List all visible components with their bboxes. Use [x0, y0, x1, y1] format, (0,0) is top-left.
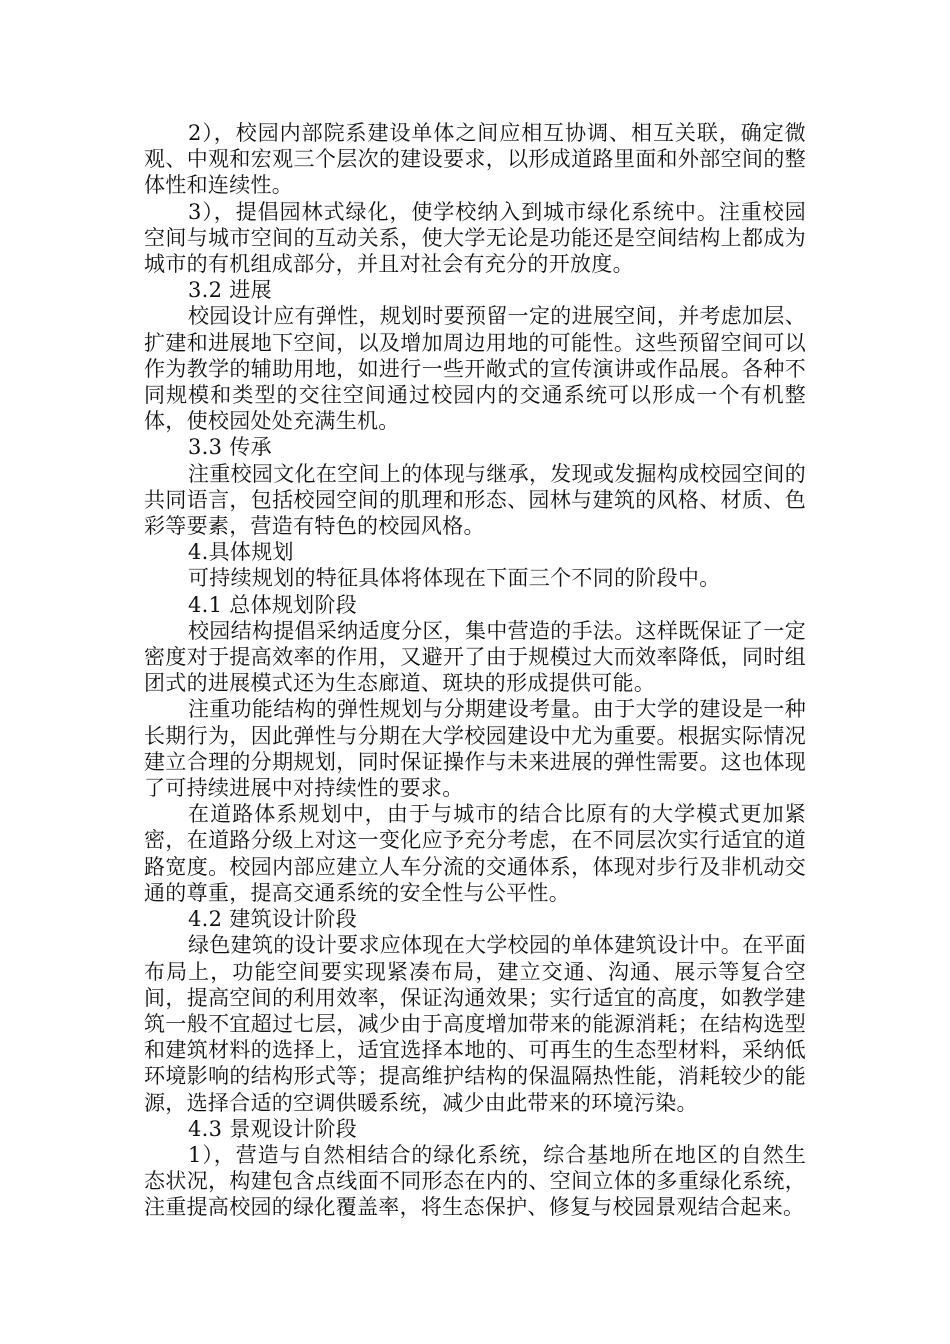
paragraph-landscape-greening: 1），营造与自然相结合的绿化系统，综合基地所在地区的自然生态状况，构建包含点线面不同形态在内的、空间立体的多重绿化系统，注重提高校园的绿化覆盖率，将生态保护、修复与校园景观结合起来。	[144, 1142, 806, 1220]
section-heading-4-2: 4.2 建筑设计阶段	[188, 907, 358, 932]
paragraph-road-system: 在道路体系规划中，由于与城市的结合比原有的大学模式更加紧密，在道路分级上对这一变化应予充分考虑，在不同层次实行适宜的道路宽度。校园内部应建立人车分流的交通体系，体现对步行及非机动交通的尊重，提高交通系统的安全性与公平性。	[144, 802, 806, 905]
paragraph-phased-planning: 注重功能结构的弹性规划与分期建设考量。由于大学的建设是一种长期行为，因此弹性与分期在大学校园建设中尤为重要。根据实际情况建立合理的分期规划，同时保证操作与未来进展的弹性需要。这也体现了可持续进展中对持续性的要求。	[144, 697, 806, 801]
section-heading-4-3: 4.3 景观设计阶段	[188, 1116, 358, 1141]
section-heading-3-3: 3.3 传承	[188, 435, 272, 460]
paragraph-garden-greening: 3），提倡园林式绿化，使学校纳入到城市绿化系统中。注重校园空间与城市空间的互动关系，使大学无论是功能还是空间结构上都成为城市的有机组成部分，并且对社会有充分的开放度。	[144, 199, 806, 277]
document-page	[144, 120, 806, 1221]
paragraph-campus-coordination: 2），校园内部院系建设单体之间应相互协调、相互关联，确定微观、中观和宏观三个层次的建设要求，以形成道路里面和外部空间的整体性和连续性。	[144, 121, 806, 198]
paragraph-green-building: 绿色建筑的设计要求应体现在大学校园的单体建筑设计中。在平面布局上，功能空间要实现紧凑布局，建立交通、沟通、展示等复合空间，提高空间的利用效率，保证沟通效果；实行适宜的高度，如教学建筑一般不宜超过七层，减少由于高度增加带来的能源消耗；在结构选型和建筑材料的选择上，适宜选择本地的、可再生的生态型材料，采纳低环境影响的结构形式等；提高维护结构的保温隔热性能，消耗较少的能源，选择合适的空调供暖系统，减少由此带来的环境污染。	[144, 933, 806, 1115]
section-heading-4: 4.具体规划	[188, 540, 294, 565]
paragraph-zoning: 校园结构提倡采纳适度分区，集中营造的手法。这样既保证了一定密度对于提高效率的作用，又避开了由于规模过大而效率降低，同时组团式的进展模式还为生态廊道、斑块的形成提供可能。	[144, 618, 806, 696]
paragraph-flexible-design: 校园设计应有弹性，规划时要预留一定的进展空间，并考虑加层、扩建和进展地下空间，以及增加周边用地的可能性。这些预留空间可以作为教学的辅助用地，如进行一些开敞式的宣传演讲或作品展。各种不同规模和类型的交往空间通过校园内的交通系统可以形成一个有机整体，使校园处处充满生机。	[144, 304, 806, 434]
section-heading-4-1: 4.1 总体规划阶段	[188, 592, 358, 617]
section-heading-3-2: 3.2 进展	[188, 278, 272, 303]
paragraph-three-stages: 可持续规划的特征具体将体现在下面三个不同的阶段中。	[188, 566, 721, 591]
paragraph-campus-culture: 注重校园文化在空间上的体现与继承，发现或发掘构成校园空间的共同语言，包括校园空间的肌理和形态、园林与建筑的风格、材质、色彩等要素，营造有特色的校园风格。	[144, 461, 806, 539]
